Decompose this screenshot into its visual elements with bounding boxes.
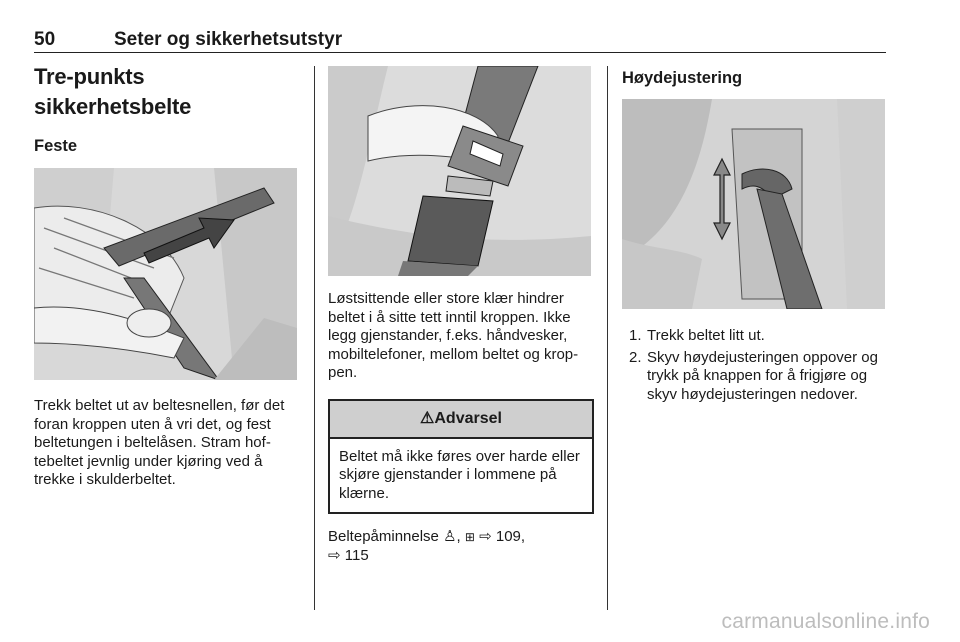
warning-header xyxy=(330,401,592,439)
chapter-title: Seter og sikkerhetsutstyr xyxy=(114,29,343,50)
subsection-title: Høydejustering xyxy=(622,69,743,87)
step-number: 2. xyxy=(629,348,642,366)
column-right xyxy=(622,66,886,407)
illustration-buckle xyxy=(328,66,591,276)
page-reference-arrow-icon[interactable]: ⇨ xyxy=(479,528,492,545)
watermark: carmanualsonline.info xyxy=(721,610,930,633)
page-header xyxy=(34,30,886,53)
paragraph-fastening: Trekk beltet ut av beltesnellen, før det foran kroppen uten å vri det, og fest beltetungen i beltelåsen. Stram hoftebeltet jevnlig under kjøring ved å trekke i skulderbeltet. xyxy=(34,397,285,488)
page-number: 50 xyxy=(34,29,56,50)
belt-reminder-reference: Beltepåminnelse ♙, ⊞ ⇨ 109, ⇨ 115 xyxy=(328,528,526,564)
page-reference-arrow-icon[interactable]: ⇨ xyxy=(328,546,341,564)
column-middle xyxy=(328,66,592,565)
page-reference-2[interactable]: 115 xyxy=(344,546,369,564)
column-divider xyxy=(607,66,608,610)
illustration-fastening-belt xyxy=(34,168,297,380)
list-item xyxy=(622,327,886,346)
step-text: Skyv høydejusteringen oppover og trykk på knappen for å frigjøre og skyv høydejusteringen nedover. xyxy=(647,348,878,403)
section-title: Tre-punkts sikkerhetsbelte xyxy=(34,64,192,119)
step-text: Trekk beltet litt ut. xyxy=(647,327,765,344)
paragraph-loose-clothing: Løstsittende eller store klær hindrer beltet i å sitte tett inntil kroppen. Ikke legg gjenstander, f.eks. håndvesker, mobiltelefoner, mellom beltet og kroppen. xyxy=(328,290,579,381)
subsection-title: Feste xyxy=(34,137,78,155)
illustration-height-adjuster xyxy=(622,99,885,309)
warning-body: Beltet må ikke føres over harde eller skjøre gjenstander i lommene på klærne. xyxy=(339,447,580,502)
belt-reminder-label: Beltepåminnelse xyxy=(328,528,439,545)
warning-title: Advarsel xyxy=(434,409,502,427)
list-item xyxy=(622,349,886,405)
column-left xyxy=(34,62,300,490)
seatbelt-indicator-icon: ⊞ xyxy=(464,530,475,544)
page-reference-1[interactable]: 109, xyxy=(495,528,526,545)
seatbelt-reminder-icon: ♙ xyxy=(443,528,457,545)
column-divider xyxy=(314,66,315,610)
step-number: 1. xyxy=(629,327,642,344)
adjustment-steps xyxy=(622,327,886,404)
warning-triangle-icon: ⚠ xyxy=(420,409,435,427)
warning-box xyxy=(328,399,594,515)
